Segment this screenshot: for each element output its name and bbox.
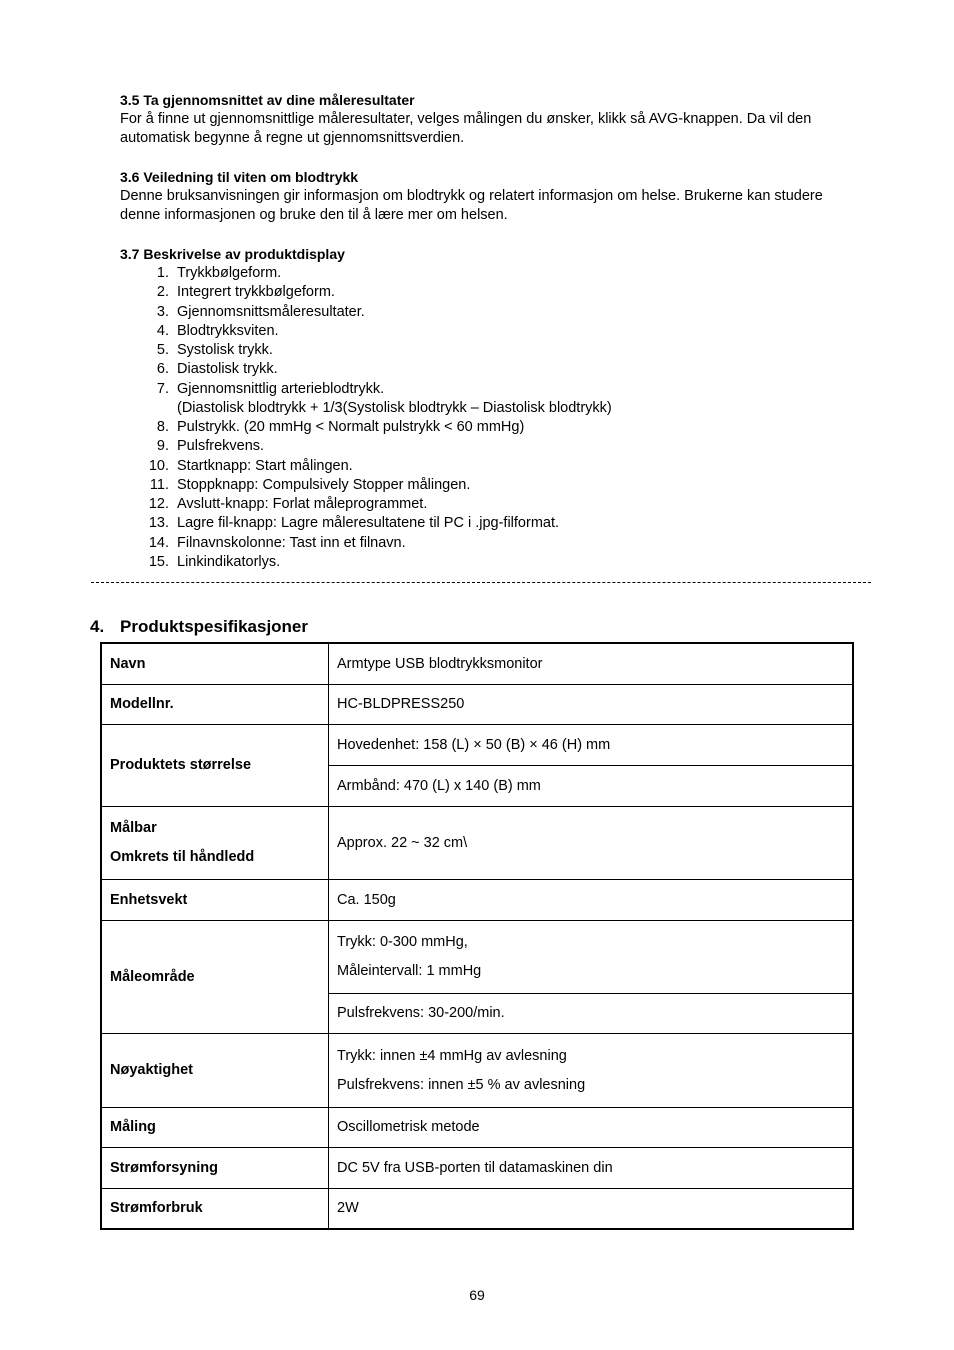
list-item-number: 7. (156, 380, 169, 397)
list-item-text: Pulsfrekvens. (177, 438, 265, 455)
spec-key-line: Omkrets til håndledd (110, 849, 255, 865)
section-title: 3.6 Veiledning til viten om blodtrykk (120, 169, 359, 185)
section-title: 3.5 Ta gjennomsnittet av dine måleresultater (120, 92, 415, 108)
list-item (120, 534, 860, 553)
section-title: 3.7 Beskrivelse av produktdisplay (120, 246, 345, 262)
spec-key: Nøyaktighet (101, 1033, 329, 1107)
spec-value: Pulsfrekvens: 30-200/min. (329, 993, 854, 1033)
list-item (120, 476, 860, 495)
list-item-number: 1. (156, 265, 169, 281)
spec-value: DC 5V fra USB-porten til datamaskinen din (329, 1147, 854, 1188)
spec-value (329, 920, 854, 993)
table-row (101, 643, 853, 684)
spec-key: Navn (101, 643, 329, 684)
list-item-text: (Diastolisk blodtrykk + 1/3(Systolisk blodtrykk – Diastolisk blodtrykk) (177, 399, 612, 416)
spec-value: Ca. 150g (329, 879, 854, 920)
table-row (101, 920, 853, 993)
section-3-7 (120, 245, 860, 572)
list-item (120, 399, 860, 418)
list-item-number: 5. (156, 342, 169, 358)
list-item-text: Lagre fil-knapp: Lagre måleresultatene til PC i .jpg-filformat. (177, 515, 560, 532)
spec-key-line: Målbar (110, 820, 157, 836)
list-item-number: 9. (156, 438, 169, 455)
list-item-text: Linkindikatorlys. (177, 553, 281, 570)
spec-value (329, 1033, 854, 1107)
list-item-text: Startknapp: Start målingen. (177, 457, 353, 474)
table-row (101, 806, 853, 879)
spec-value-line: Trykk: 0-300 mmHg, (337, 934, 468, 950)
table-row (101, 684, 853, 724)
spec-value: 2W (329, 1188, 854, 1229)
list-item-number: 2. (156, 284, 169, 301)
spec-heading-title: Produktspesifikasjoner (120, 617, 309, 636)
spec-key: Enhetsvekt (101, 879, 329, 920)
list-item-text: Pulstrykk. (20 mmHg < Normalt pulstrykk < 60 mmHg) (177, 419, 525, 435)
spec-key: Måleområde (101, 920, 329, 1033)
spec-value: Armtype USB blodtrykksmonitor (329, 643, 854, 684)
display-item-list (120, 264, 860, 572)
list-item-number: 3. (156, 303, 169, 320)
list-item (120, 418, 860, 437)
spec-value-line: Trykk: innen ±4 mmHg av avlesning (337, 1047, 567, 1064)
list-item (120, 360, 860, 379)
list-item-text: Systolisk trykk. (177, 342, 273, 358)
list-item (120, 437, 860, 456)
list-item (120, 380, 860, 399)
table-row (101, 724, 853, 765)
list-item (120, 264, 860, 283)
spec-key (101, 806, 329, 879)
list-item-number: 13. (148, 515, 169, 532)
section-body: For å finne ut gjennomsnittlige måleresultater, velges målingen du ønsker, klikk så AVG-knappen. Da vil den automatisk begynne å regne ut gjennomsnittsverdien. (120, 111, 812, 146)
list-item-number: 12. (148, 496, 169, 512)
list-item-number: 8. (156, 419, 169, 435)
list-item-number (120, 399, 177, 418)
table-row (101, 1033, 853, 1107)
list-item (120, 341, 860, 360)
list-item (120, 514, 860, 533)
list-item-text: Gjennomsnittsmåleresultater. (177, 303, 365, 320)
spec-heading (90, 617, 308, 637)
list-item (120, 495, 860, 514)
list-item-text: Blodtrykksviten. (177, 322, 279, 339)
table-row (101, 1107, 853, 1147)
section-body: Denne bruksanvisningen gir informasjon om blodtrykk og relatert informasjon om helse. Brukerne kan studere denne informasjonen og bruke den til å lære mer om helsen. (120, 188, 823, 223)
list-item-text: Avslutt-knapp: Forlat måleprogrammet. (177, 496, 428, 512)
spec-key: Produktets størrelse (101, 724, 329, 806)
page-number: 69 (469, 1287, 485, 1303)
list-item-number: 10. (148, 457, 169, 474)
table-row (101, 1147, 853, 1188)
spec-value: Hovedenhet: 158 (L) × 50 (B) × 46 (H) mm (329, 724, 854, 765)
section-3-5 (120, 91, 860, 148)
spec-value: Oscillometrisk metode (329, 1107, 854, 1147)
list-item (120, 303, 860, 322)
spec-key: Strømforbruk (101, 1188, 329, 1229)
spec-value: HC-BLDPRESS250 (329, 684, 854, 724)
list-item-text: Stoppknapp: Compulsively Stopper målingen. (177, 476, 471, 493)
list-item-number: 6. (156, 361, 169, 378)
section-3-6 (120, 168, 860, 225)
list-item-number: 14. (148, 534, 169, 551)
spec-key: Strømforsyning (101, 1147, 329, 1188)
spec-table (100, 642, 854, 1230)
list-item (120, 283, 860, 302)
spec-value-line: Måleintervall: 1 mmHg (337, 963, 482, 979)
list-item-number: 11. (149, 476, 169, 493)
spec-key: Modellnr. (101, 684, 329, 724)
list-item-text: Trykkbølgeform. (177, 265, 282, 281)
list-item-number: 4. (156, 322, 169, 339)
dashed-divider (91, 582, 871, 583)
table-row (101, 879, 853, 920)
list-item (120, 457, 860, 476)
list-item-text: Diastolisk trykk. (177, 361, 278, 378)
list-item-text: Filnavnskolonne: Tast inn et filnavn. (177, 534, 406, 551)
list-item (120, 322, 860, 341)
spec-value: Approx. 22 ~ 32 cm\ (329, 806, 854, 879)
table-row (101, 1188, 853, 1229)
list-item (120, 553, 860, 572)
list-item-text: Gjennomsnittlig arterieblodtrykk. (177, 380, 385, 397)
list-item-number: 15. (148, 553, 169, 570)
list-item-text: Integrert trykkbølgeform. (177, 284, 335, 301)
spec-value: Armbånd: 470 (L) x 140 (B) mm (329, 765, 854, 806)
spec-heading-number: 4. (90, 617, 105, 636)
spec-key: Måling (101, 1107, 329, 1147)
spec-value-line: Pulsfrekvens: innen ±5 % av avlesning (337, 1076, 586, 1093)
